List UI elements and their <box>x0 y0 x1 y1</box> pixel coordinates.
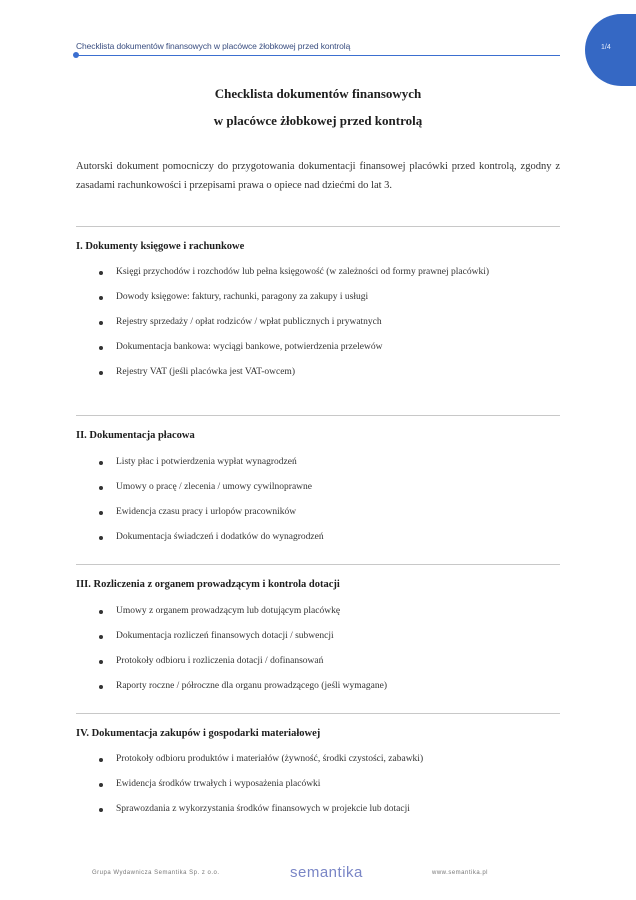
page-number: 1/4 <box>601 44 611 51</box>
bullet-icon <box>99 271 103 275</box>
list-item <box>76 479 560 496</box>
running-header: Checklista dokumentów finansowych w placówce żłobkowej przed kontrolą <box>76 41 351 51</box>
bullet-icon <box>99 660 103 664</box>
list-item-text: Protokoły odbioru produktów i materiałów (żywność, środki czystości, zabawki) <box>116 754 424 764</box>
section-title: II. Dokumentacja płacowa <box>76 430 195 441</box>
list-item-text: Raporty roczne / półroczne dla organu prowadzącego (jeśli wymagane) <box>116 681 387 691</box>
intro-paragraph: Autorski dokument pomocniczy do przygotowania dokumentacji finansowej placówki przed kontrolą, zgodny z zasadami rachunkowości i przepisami prawa o opiece nad dziećmi do lat 3. <box>76 161 560 191</box>
list-item <box>76 504 560 521</box>
bullet-icon <box>99 296 103 300</box>
list-item-text: Protokoły odbioru i rozliczenia dotacji / dofinansowań <box>116 656 324 666</box>
list-item <box>76 628 560 645</box>
list-item-text: Rejestry VAT (jeśli placówka jest VAT-owcem) <box>116 367 295 377</box>
bullet-icon <box>99 808 103 812</box>
list-item-text: Dokumentacja świadczeń i dodatków do wynagrodzeń <box>116 532 324 542</box>
footer-logo: semantika <box>290 864 363 881</box>
bullet-icon <box>99 346 103 350</box>
section-divider <box>76 226 560 227</box>
bullet-icon <box>99 321 103 325</box>
list-item-text: Listy płac i potwierdzenia wypłat wynagrodzeń <box>116 457 297 467</box>
bullet-icon <box>99 536 103 540</box>
list-item <box>76 678 560 695</box>
list-item <box>76 653 560 670</box>
header-rule <box>76 55 560 56</box>
bullet-icon <box>99 685 103 689</box>
bullet-icon <box>99 511 103 515</box>
bullet-icon <box>99 635 103 639</box>
list-item-text: Sprawozdania z wykorzystania środków finansowych w projekcie lub dotacji <box>116 804 410 814</box>
list-item-text: Ewidencja środków trwałych i wyposażenia placówki <box>116 779 321 789</box>
list-item <box>76 776 560 793</box>
section-title: IV. Dokumentacja zakupów i gospodarki materiałowej <box>76 728 321 739</box>
footer-publisher: Grupa Wydawnicza Semantika Sp. z o.o. <box>92 870 220 876</box>
section-divider <box>76 564 560 565</box>
list-item <box>76 454 560 471</box>
list-item-text: Dokumentacja rozliczeń finansowych dotacji / subwencji <box>116 631 334 641</box>
list-item-text: Dokumentacja bankowa: wyciągi bankowe, potwierdzenia przelewów <box>116 342 383 352</box>
list-item <box>76 289 560 306</box>
list-item-text: Rejestry sprzedaży / opłat rodziców / wpłat publicznych i prywatnych <box>116 317 382 327</box>
bullet-icon <box>99 610 103 614</box>
section-4-list <box>76 751 560 826</box>
bullet-icon <box>99 783 103 787</box>
list-item <box>76 801 560 818</box>
list-item <box>76 264 560 281</box>
list-item <box>76 751 560 768</box>
list-item-text: Księgi przychodów i rozchodów lub pełna księgowość (w zależności od formy prawnej placówki) <box>116 267 490 277</box>
list-item <box>76 603 560 620</box>
bullet-icon <box>99 461 103 465</box>
section-title: III. Rozliczenia z organem prowadzącym i kontrola dotacji <box>76 579 340 590</box>
list-item <box>76 364 560 381</box>
page-number-tab <box>585 14 636 86</box>
section-divider <box>76 713 560 714</box>
list-item-text: Ewidencja czasu pracy i urlopów pracowników <box>116 507 297 517</box>
bullet-icon <box>99 486 103 490</box>
section-divider <box>76 415 560 416</box>
section-title: I. Dokumenty księgowe i rachunkowe <box>76 241 245 252</box>
header-rule-dot <box>73 52 79 58</box>
section-3-list <box>76 603 560 703</box>
document-title-line-2: w placówce żłobkowej przed kontrolą <box>213 113 423 128</box>
footer-website-link[interactable]: www.semantika.pl <box>432 870 489 876</box>
section-2-list <box>76 454 560 554</box>
section-1-list <box>76 264 560 389</box>
list-item-text: Umowy o pracę / zlecenia / umowy cywilnoprawne <box>116 482 313 492</box>
bullet-icon <box>99 758 103 762</box>
list-item <box>76 529 560 546</box>
document-title-line-1: Checklista dokumentów finansowych <box>214 86 422 101</box>
list-item <box>76 339 560 356</box>
list-item <box>76 314 560 331</box>
bullet-icon <box>99 371 103 375</box>
list-item-text: Dowody księgowe: faktury, rachunki, paragony za zakupy i usługi <box>116 292 369 302</box>
list-item-text: Umowy z organem prowadzącym lub dotującym placówkę <box>116 606 341 616</box>
